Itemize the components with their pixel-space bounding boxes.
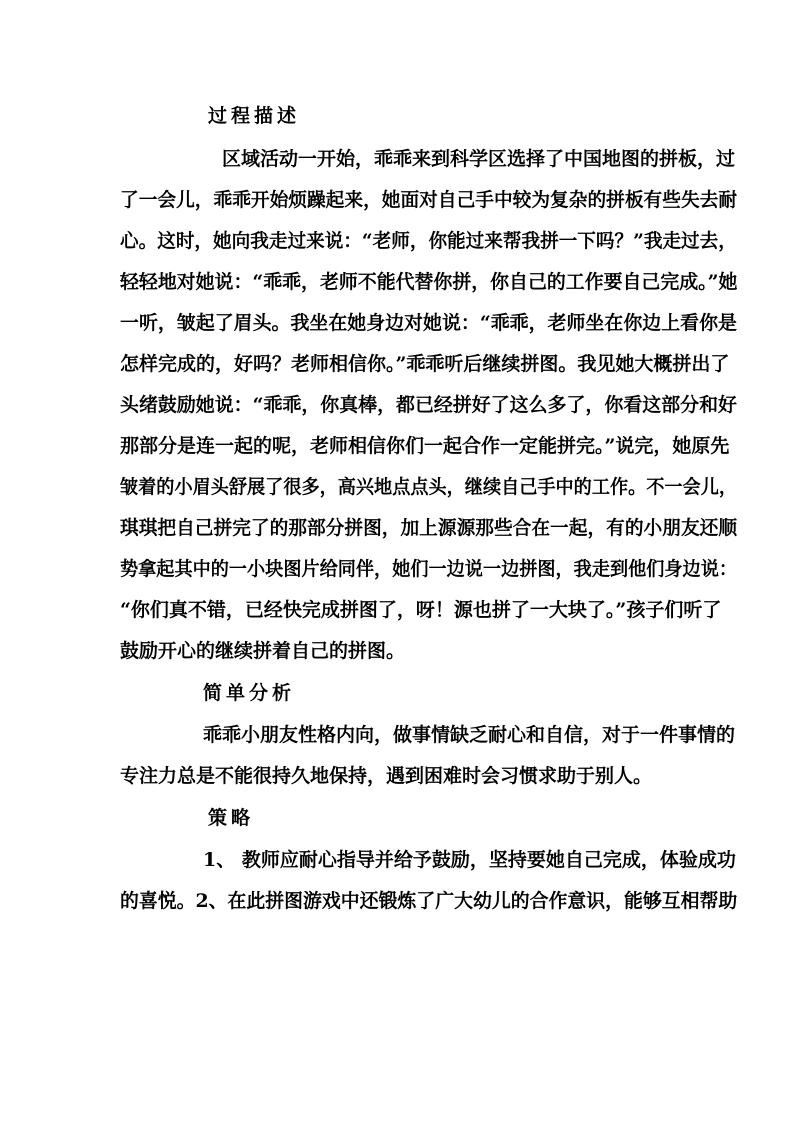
paragraph-line: 轻轻地对她说：“乖乖，老师不能代替你拼，你自己的工作要自己完成。”她 [120,271,738,293]
paragraph-line: 的喜悦。2、在此拼图游戏中还锻炼了广大幼儿的合作意识，能够互相帮助 [120,890,738,912]
paragraph-line: 1、 教师应耐心指导并给予鼓励，坚持要她自己完成，体验成功 [203,849,736,871]
paragraph-line: 头绪鼓励她说：“乖乖，你真棒，都已经拼好了这么多了，你看这部分和好 [120,394,737,416]
paragraph-line: 一听，皱起了眉头。我坐在她身边对她说：“乖乖，老师坐在你边上看你是 [120,312,737,334]
paragraph-line: 琪琪把自己拼完了的那部分拼图，加上源源那些合在一起，有的小朋友还顺 [120,517,738,539]
paragraph-line: 乖乖小朋友性格内向，做事情缺乏耐心和自信，对于一件事情的 [203,724,736,746]
paragraph-line: 势拿起其中的一小块图片给同伴，她们一边说一边拼图，我走到他们身边说： [120,558,738,580]
heading-simple-analysis: 简单分析 [203,682,296,704]
paragraph-line: 怎样完成的，好吗？老师相信你。”乖乖听后继续拼图。我见她大概拼出了 [120,353,730,375]
paragraph-line: 区域活动一开始，乖乖来到科学区选择了中国地图的拼板，过 [222,148,736,170]
paragraph-line: “你们真不错，已经快完成拼图了，呀！源也拼了一大块了。”孩子们听了 [120,599,722,621]
paragraph-line: 了一会儿，乖乖开始烦躁起来，她面对自己手中较为复杂的拼板有些失去耐 [120,189,738,211]
paragraph-line: 专注力总是不能很持久地保持，遇到困难时会习惯求助于别人。 [120,765,653,787]
heading-strategy: 策略 [208,807,255,829]
paragraph-line: 鼓励开心的继续拼着自己的拼图。 [120,640,406,662]
paragraph-line: 皱着的小眉头舒展了很多，高兴地点点头，继续自己手中的工作。不一会儿， [120,476,738,498]
heading-process-description: 过程描述 [208,105,301,127]
paragraph-line: 心。这时，她向我走过来说：“老师，你能过来帮我拼一下吗？”我走过去， [120,230,737,252]
paragraph-line: 那部分是连一起的呢，老师相信你们一起合作一定能拼完。”说完，她原先 [120,435,730,457]
